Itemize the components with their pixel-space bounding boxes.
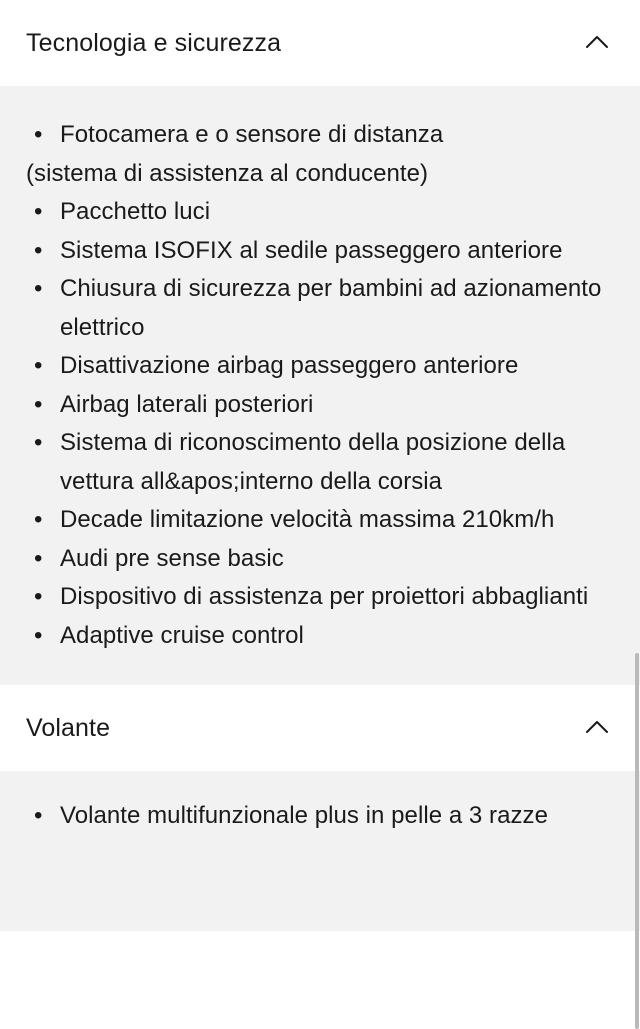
list-item-label-continued: (sistema di assistenza al conducente) — [26, 159, 429, 187]
feature-list — [26, 116, 614, 655]
list-item-label: Pacchetto luci — [60, 198, 211, 225]
list-item — [26, 797, 614, 836]
list-item — [26, 193, 614, 232]
list-item-label: Chiusura di sicurezza per bambini ad azionamento elettrico — [60, 275, 602, 341]
scrollbar-thumb[interactable] — [635, 653, 639, 1029]
list-item-label: Adaptive cruise control — [60, 621, 304, 649]
list-item — [26, 578, 614, 617]
chevron-up-icon[interactable] — [580, 26, 614, 60]
list-item — [26, 617, 614, 656]
section-body-volante — [0, 771, 640, 931]
list-item-label: Sistema ISOFIX al sedile passeggero anteriore — [60, 236, 563, 264]
section-title: Volante — [26, 713, 111, 742]
section-header-tecnologia-e-sicurezza[interactable] — [0, 0, 640, 86]
list-item-label: Audi pre sense basic — [60, 544, 284, 572]
feature-list — [26, 797, 614, 836]
list-item-label: Volante multifunzionale plus in pelle a 3 razze — [60, 802, 548, 829]
list-item — [26, 386, 614, 425]
list-item — [26, 270, 614, 347]
section-title: Tecnologia e sicurezza — [26, 28, 282, 57]
list-item — [26, 347, 614, 386]
list-item — [26, 501, 614, 540]
list-item-label: Decade limitazione velocità massima 210km/h — [60, 506, 555, 533]
list-item-label: Fotocamera e o sensore di distanza — [60, 121, 444, 148]
list-item — [26, 116, 614, 193]
chevron-up-icon[interactable] — [580, 711, 614, 745]
scrollbar-track[interactable] — [634, 0, 640, 1029]
list-item-label: Airbag laterali posteriori — [60, 390, 314, 418]
list-item — [26, 424, 614, 501]
list-item-label: Sistema di riconoscimento della posizione della vettura all&apos;interno della corsia — [60, 429, 566, 495]
section-header-volante[interactable] — [0, 685, 640, 771]
list-item-label: Dispositivo di assistenza per proiettori abbaglianti — [60, 583, 589, 610]
list-item — [26, 232, 614, 271]
list-item-label: Disattivazione airbag passeggero anteriore — [60, 352, 519, 379]
section-body-tecnologia-e-sicurezza — [0, 86, 640, 685]
list-item — [26, 540, 614, 579]
